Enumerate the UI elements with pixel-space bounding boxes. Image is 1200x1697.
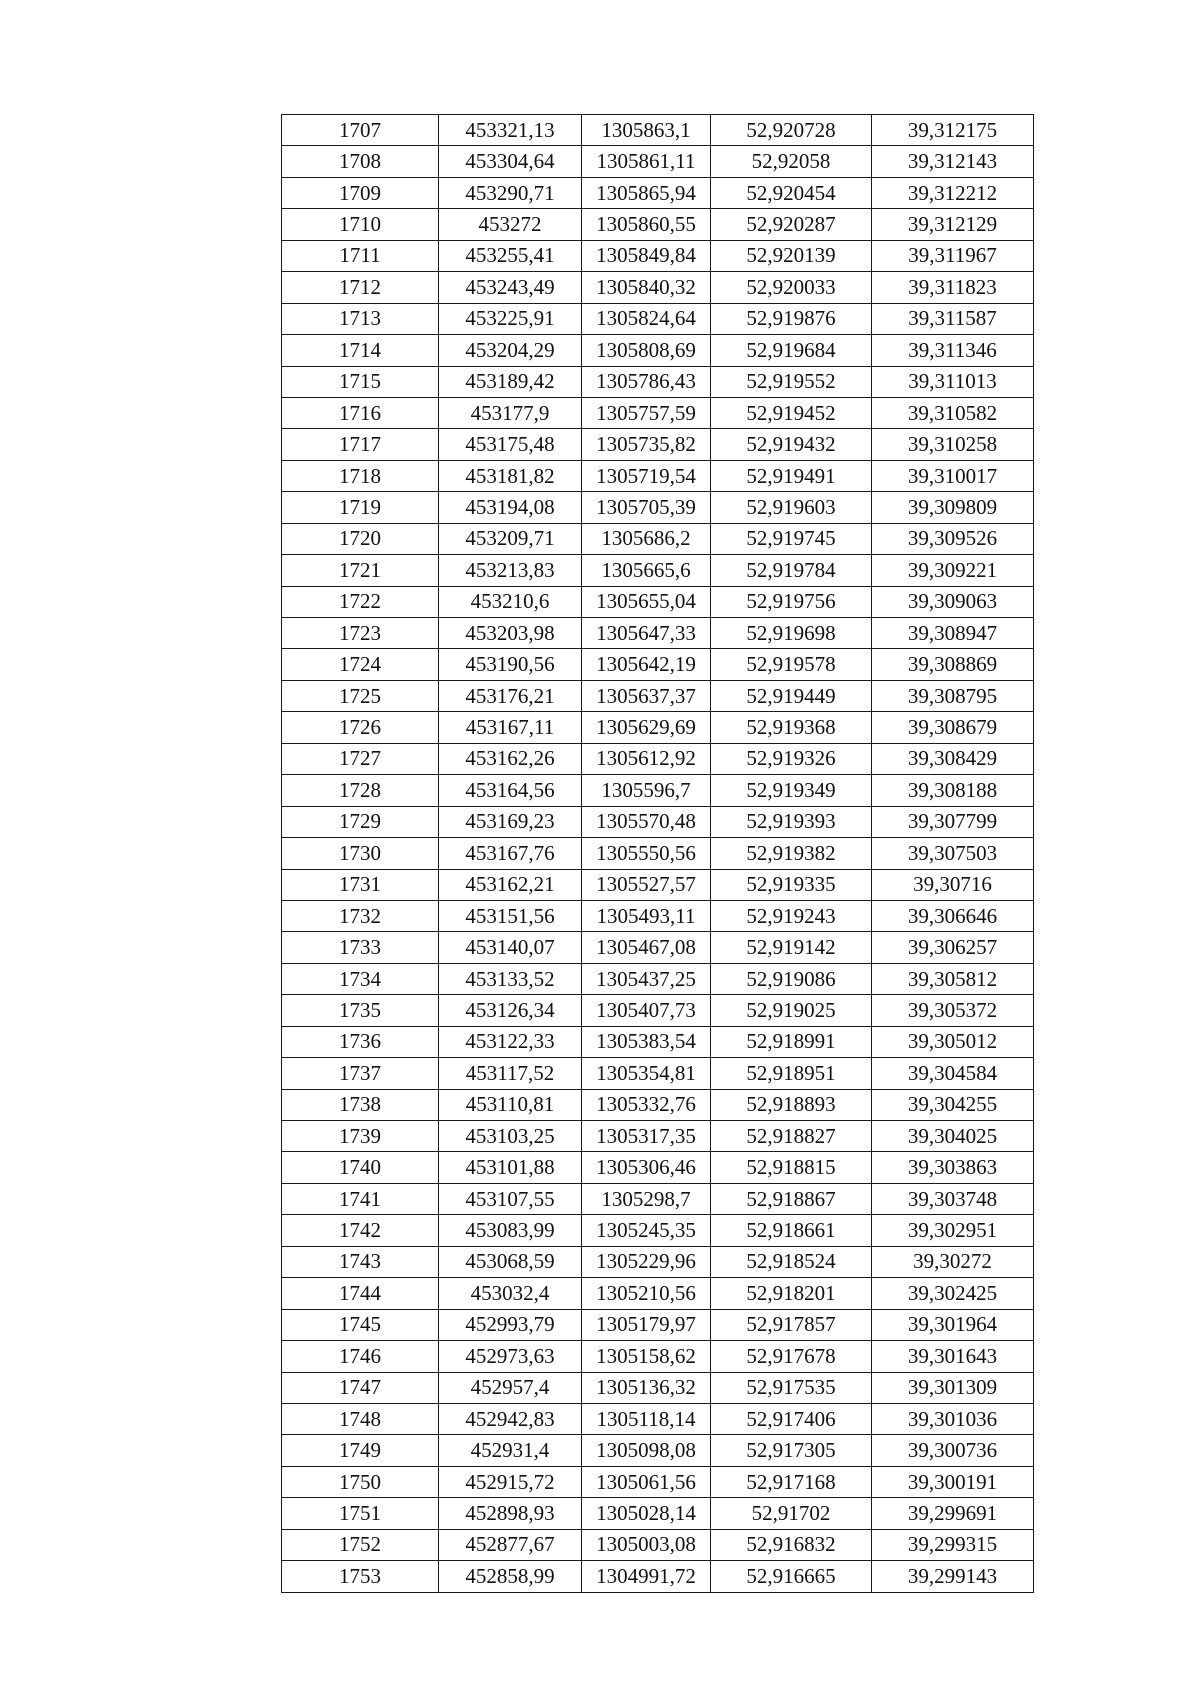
latitude-cell: 52,917857 <box>711 1309 872 1340</box>
y-coordinate-cell: 1305354,81 <box>582 1058 711 1089</box>
point-number-cell: 1711 <box>282 240 439 271</box>
latitude-cell: 52,917678 <box>711 1341 872 1372</box>
x-coordinate-cell: 453103,25 <box>439 1121 582 1152</box>
latitude-cell: 52,920728 <box>711 115 872 146</box>
latitude-cell: 52,920033 <box>711 272 872 303</box>
x-coordinate-cell: 453164,56 <box>439 775 582 806</box>
latitude-cell: 52,919784 <box>711 555 872 586</box>
point-number-cell: 1742 <box>282 1215 439 1246</box>
y-coordinate-cell: 1305808,69 <box>582 335 711 366</box>
latitude-cell: 52,918951 <box>711 1058 872 1089</box>
table-row <box>282 838 1034 869</box>
table-row <box>282 397 1034 428</box>
latitude-cell: 52,918893 <box>711 1089 872 1120</box>
table-row <box>282 1529 1034 1560</box>
x-coordinate-cell: 453175,48 <box>439 429 582 460</box>
table-row <box>282 335 1034 366</box>
longitude-cell: 39,299315 <box>872 1529 1034 1560</box>
x-coordinate-cell: 453194,08 <box>439 492 582 523</box>
y-coordinate-cell: 1305865,94 <box>582 177 711 208</box>
x-coordinate-cell: 453110,81 <box>439 1089 582 1120</box>
longitude-cell: 39,300191 <box>872 1466 1034 1497</box>
latitude-cell: 52,92058 <box>711 146 872 177</box>
longitude-cell: 39,309526 <box>872 523 1034 554</box>
table-row <box>282 1246 1034 1277</box>
table-row <box>282 1466 1034 1497</box>
longitude-cell: 39,302425 <box>872 1278 1034 1309</box>
x-coordinate-cell: 452915,72 <box>439 1466 582 1497</box>
point-number-cell: 1710 <box>282 209 439 240</box>
point-number-cell: 1745 <box>282 1309 439 1340</box>
longitude-cell: 39,311013 <box>872 366 1034 397</box>
latitude-cell: 52,919452 <box>711 397 872 428</box>
latitude-cell: 52,919745 <box>711 523 872 554</box>
latitude-cell: 52,919335 <box>711 869 872 900</box>
x-coordinate-cell: 453225,91 <box>439 303 582 334</box>
y-coordinate-cell: 1305735,82 <box>582 429 711 460</box>
x-coordinate-cell: 453290,71 <box>439 177 582 208</box>
longitude-cell: 39,311587 <box>872 303 1034 334</box>
table-row <box>282 1403 1034 1434</box>
point-number-cell: 1748 <box>282 1403 439 1434</box>
point-number-cell: 1708 <box>282 146 439 177</box>
latitude-cell: 52,917168 <box>711 1466 872 1497</box>
x-coordinate-cell: 453101,88 <box>439 1152 582 1183</box>
table-row <box>282 240 1034 271</box>
point-number-cell: 1714 <box>282 335 439 366</box>
table-row <box>282 1121 1034 1152</box>
table-row <box>282 586 1034 617</box>
point-number-cell: 1712 <box>282 272 439 303</box>
y-coordinate-cell: 1305550,56 <box>582 838 711 869</box>
latitude-cell: 52,918524 <box>711 1246 872 1277</box>
table-row <box>282 680 1034 711</box>
longitude-cell: 39,300736 <box>872 1435 1034 1466</box>
x-coordinate-cell: 452898,93 <box>439 1498 582 1529</box>
longitude-cell: 39,308679 <box>872 712 1034 743</box>
y-coordinate-cell: 1305757,59 <box>582 397 711 428</box>
longitude-cell: 39,307799 <box>872 806 1034 837</box>
table-row <box>282 1498 1034 1529</box>
x-coordinate-cell: 452858,99 <box>439 1561 582 1592</box>
latitude-cell: 52,918991 <box>711 1026 872 1057</box>
y-coordinate-cell: 1305570,48 <box>582 806 711 837</box>
longitude-cell: 39,305372 <box>872 995 1034 1026</box>
y-coordinate-cell: 1305642,19 <box>582 649 711 680</box>
point-number-cell: 1740 <box>282 1152 439 1183</box>
table-row <box>282 177 1034 208</box>
point-number-cell: 1741 <box>282 1183 439 1214</box>
table-row <box>282 1089 1034 1120</box>
y-coordinate-cell: 1305840,32 <box>582 272 711 303</box>
table-row <box>282 995 1034 1026</box>
point-number-cell: 1718 <box>282 460 439 491</box>
table-row <box>282 1058 1034 1089</box>
point-number-cell: 1753 <box>282 1561 439 1592</box>
x-coordinate-cell: 453304,64 <box>439 146 582 177</box>
table-row <box>282 272 1034 303</box>
table-row <box>282 429 1034 460</box>
latitude-cell: 52,919876 <box>711 303 872 334</box>
longitude-cell: 39,308947 <box>872 618 1034 649</box>
latitude-cell: 52,919684 <box>711 335 872 366</box>
point-number-cell: 1724 <box>282 649 439 680</box>
longitude-cell: 39,301964 <box>872 1309 1034 1340</box>
y-coordinate-cell: 1305786,43 <box>582 366 711 397</box>
point-number-cell: 1750 <box>282 1466 439 1497</box>
table-row <box>282 932 1034 963</box>
longitude-cell: 39,306257 <box>872 932 1034 963</box>
point-number-cell: 1726 <box>282 712 439 743</box>
y-coordinate-cell: 1305493,11 <box>582 900 711 931</box>
latitude-cell: 52,91702 <box>711 1498 872 1529</box>
table-row <box>282 115 1034 146</box>
point-number-cell: 1728 <box>282 775 439 806</box>
y-coordinate-cell: 1305383,54 <box>582 1026 711 1057</box>
latitude-cell: 52,919382 <box>711 838 872 869</box>
y-coordinate-cell: 1305118,14 <box>582 1403 711 1434</box>
x-coordinate-cell: 453140,07 <box>439 932 582 963</box>
longitude-cell: 39,311823 <box>872 272 1034 303</box>
longitude-cell: 39,310258 <box>872 429 1034 460</box>
latitude-cell: 52,919326 <box>711 743 872 774</box>
point-number-cell: 1719 <box>282 492 439 523</box>
y-coordinate-cell: 1305003,08 <box>582 1529 711 1560</box>
x-coordinate-cell: 453126,34 <box>439 995 582 1026</box>
point-number-cell: 1731 <box>282 869 439 900</box>
longitude-cell: 39,308429 <box>872 743 1034 774</box>
latitude-cell: 52,919552 <box>711 366 872 397</box>
longitude-cell: 39,301309 <box>872 1372 1034 1403</box>
longitude-cell: 39,312143 <box>872 146 1034 177</box>
y-coordinate-cell: 1305719,54 <box>582 460 711 491</box>
latitude-cell: 52,919756 <box>711 586 872 617</box>
table-row <box>282 1152 1034 1183</box>
longitude-cell: 39,308795 <box>872 680 1034 711</box>
x-coordinate-cell: 453213,83 <box>439 555 582 586</box>
point-number-cell: 1713 <box>282 303 439 334</box>
latitude-cell: 52,919578 <box>711 649 872 680</box>
point-number-cell: 1749 <box>282 1435 439 1466</box>
coordinates-table-body <box>282 115 1034 1593</box>
x-coordinate-cell: 453167,76 <box>439 838 582 869</box>
latitude-cell: 52,916832 <box>711 1529 872 1560</box>
table-row <box>282 1309 1034 1340</box>
x-coordinate-cell: 452931,4 <box>439 1435 582 1466</box>
longitude-cell: 39,306646 <box>872 900 1034 931</box>
x-coordinate-cell: 453122,33 <box>439 1026 582 1057</box>
coordinates-table <box>281 114 1034 1593</box>
y-coordinate-cell: 1305629,69 <box>582 712 711 743</box>
point-number-cell: 1734 <box>282 963 439 994</box>
x-coordinate-cell: 453083,99 <box>439 1215 582 1246</box>
longitude-cell: 39,311967 <box>872 240 1034 271</box>
latitude-cell: 52,920287 <box>711 209 872 240</box>
y-coordinate-cell: 1305061,56 <box>582 1466 711 1497</box>
y-coordinate-cell: 1305229,96 <box>582 1246 711 1277</box>
table-row <box>282 1435 1034 1466</box>
x-coordinate-cell: 453272 <box>439 209 582 240</box>
table-row <box>282 209 1034 240</box>
x-coordinate-cell: 453117,52 <box>439 1058 582 1089</box>
y-coordinate-cell: 1305158,62 <box>582 1341 711 1372</box>
y-coordinate-cell: 1305705,39 <box>582 492 711 523</box>
table-row <box>282 963 1034 994</box>
latitude-cell: 52,919393 <box>711 806 872 837</box>
table-row <box>282 1341 1034 1372</box>
y-coordinate-cell: 1304991,72 <box>582 1561 711 1592</box>
y-coordinate-cell: 1305317,35 <box>582 1121 711 1152</box>
table-row <box>282 900 1034 931</box>
x-coordinate-cell: 453210,6 <box>439 586 582 617</box>
latitude-cell: 52,919086 <box>711 963 872 994</box>
x-coordinate-cell: 452877,67 <box>439 1529 582 1560</box>
point-number-cell: 1716 <box>282 397 439 428</box>
x-coordinate-cell: 453204,29 <box>439 335 582 366</box>
point-number-cell: 1722 <box>282 586 439 617</box>
y-coordinate-cell: 1305467,08 <box>582 932 711 963</box>
point-number-cell: 1709 <box>282 177 439 208</box>
table-row <box>282 1183 1034 1214</box>
latitude-cell: 52,916665 <box>711 1561 872 1592</box>
latitude-cell: 52,919432 <box>711 429 872 460</box>
x-coordinate-cell: 453203,98 <box>439 618 582 649</box>
longitude-cell: 39,310017 <box>872 460 1034 491</box>
y-coordinate-cell: 1305863,1 <box>582 115 711 146</box>
y-coordinate-cell: 1305407,73 <box>582 995 711 1026</box>
y-coordinate-cell: 1305647,33 <box>582 618 711 649</box>
longitude-cell: 39,299691 <box>872 1498 1034 1529</box>
point-number-cell: 1738 <box>282 1089 439 1120</box>
x-coordinate-cell: 453032,4 <box>439 1278 582 1309</box>
latitude-cell: 52,919349 <box>711 775 872 806</box>
point-number-cell: 1735 <box>282 995 439 1026</box>
x-coordinate-cell: 453169,23 <box>439 806 582 837</box>
longitude-cell: 39,308188 <box>872 775 1034 806</box>
y-coordinate-cell: 1305849,84 <box>582 240 711 271</box>
point-number-cell: 1747 <box>282 1372 439 1403</box>
point-number-cell: 1751 <box>282 1498 439 1529</box>
x-coordinate-cell: 452993,79 <box>439 1309 582 1340</box>
x-coordinate-cell: 453167,11 <box>439 712 582 743</box>
y-coordinate-cell: 1305179,97 <box>582 1309 711 1340</box>
point-number-cell: 1717 <box>282 429 439 460</box>
longitude-cell: 39,301643 <box>872 1341 1034 1372</box>
table-row <box>282 555 1034 586</box>
point-number-cell: 1729 <box>282 806 439 837</box>
point-number-cell: 1725 <box>282 680 439 711</box>
table-row <box>282 523 1034 554</box>
point-number-cell: 1736 <box>282 1026 439 1057</box>
x-coordinate-cell: 453189,42 <box>439 366 582 397</box>
y-coordinate-cell: 1305612,92 <box>582 743 711 774</box>
latitude-cell: 52,919142 <box>711 932 872 963</box>
latitude-cell: 52,919025 <box>711 995 872 1026</box>
latitude-cell: 52,920454 <box>711 177 872 208</box>
latitude-cell: 52,919491 <box>711 460 872 491</box>
point-number-cell: 1715 <box>282 366 439 397</box>
longitude-cell: 39,301036 <box>872 1403 1034 1434</box>
y-coordinate-cell: 1305637,37 <box>582 680 711 711</box>
longitude-cell: 39,304255 <box>872 1089 1034 1120</box>
table-row <box>282 712 1034 743</box>
table-row <box>282 775 1034 806</box>
y-coordinate-cell: 1305527,57 <box>582 869 711 900</box>
y-coordinate-cell: 1305332,76 <box>582 1089 711 1120</box>
latitude-cell: 52,919449 <box>711 680 872 711</box>
y-coordinate-cell: 1305861,11 <box>582 146 711 177</box>
x-coordinate-cell: 452973,63 <box>439 1341 582 1372</box>
table-row <box>282 1372 1034 1403</box>
x-coordinate-cell: 453181,82 <box>439 460 582 491</box>
point-number-cell: 1732 <box>282 900 439 931</box>
y-coordinate-cell: 1305686,2 <box>582 523 711 554</box>
x-coordinate-cell: 453321,13 <box>439 115 582 146</box>
x-coordinate-cell: 453068,59 <box>439 1246 582 1277</box>
point-number-cell: 1723 <box>282 618 439 649</box>
latitude-cell: 52,919603 <box>711 492 872 523</box>
longitude-cell: 39,303863 <box>872 1152 1034 1183</box>
x-coordinate-cell: 452942,83 <box>439 1403 582 1434</box>
point-number-cell: 1743 <box>282 1246 439 1277</box>
y-coordinate-cell: 1305245,35 <box>582 1215 711 1246</box>
y-coordinate-cell: 1305655,04 <box>582 586 711 617</box>
point-number-cell: 1720 <box>282 523 439 554</box>
longitude-cell: 39,312129 <box>872 209 1034 240</box>
x-coordinate-cell: 453209,71 <box>439 523 582 554</box>
longitude-cell: 39,308869 <box>872 649 1034 680</box>
point-number-cell: 1733 <box>282 932 439 963</box>
y-coordinate-cell: 1305596,7 <box>582 775 711 806</box>
latitude-cell: 52,918827 <box>711 1121 872 1152</box>
longitude-cell: 39,305812 <box>872 963 1034 994</box>
table-row <box>282 1026 1034 1057</box>
table-row <box>282 366 1034 397</box>
point-number-cell: 1737 <box>282 1058 439 1089</box>
y-coordinate-cell: 1305665,6 <box>582 555 711 586</box>
x-coordinate-cell: 453133,52 <box>439 963 582 994</box>
longitude-cell: 39,309221 <box>872 555 1034 586</box>
longitude-cell: 39,310582 <box>872 397 1034 428</box>
latitude-cell: 52,917406 <box>711 1403 872 1434</box>
point-number-cell: 1744 <box>282 1278 439 1309</box>
longitude-cell: 39,305012 <box>872 1026 1034 1057</box>
longitude-cell: 39,304025 <box>872 1121 1034 1152</box>
x-coordinate-cell: 453162,26 <box>439 743 582 774</box>
longitude-cell: 39,303748 <box>872 1183 1034 1214</box>
table-row <box>282 492 1034 523</box>
x-coordinate-cell: 453176,21 <box>439 680 582 711</box>
y-coordinate-cell: 1305306,46 <box>582 1152 711 1183</box>
longitude-cell: 39,312175 <box>872 115 1034 146</box>
latitude-cell: 52,920139 <box>711 240 872 271</box>
x-coordinate-cell: 453107,55 <box>439 1183 582 1214</box>
x-coordinate-cell: 453162,21 <box>439 869 582 900</box>
latitude-cell: 52,918661 <box>711 1215 872 1246</box>
point-number-cell: 1707 <box>282 115 439 146</box>
point-number-cell: 1721 <box>282 555 439 586</box>
table-row <box>282 146 1034 177</box>
y-coordinate-cell: 1305136,32 <box>582 1372 711 1403</box>
y-coordinate-cell: 1305028,14 <box>582 1498 711 1529</box>
y-coordinate-cell: 1305098,08 <box>582 1435 711 1466</box>
x-coordinate-cell: 453190,56 <box>439 649 582 680</box>
table-row <box>282 869 1034 900</box>
point-number-cell: 1727 <box>282 743 439 774</box>
table-row <box>282 618 1034 649</box>
latitude-cell: 52,917535 <box>711 1372 872 1403</box>
x-coordinate-cell: 453255,41 <box>439 240 582 271</box>
longitude-cell: 39,304584 <box>872 1058 1034 1089</box>
latitude-cell: 52,918815 <box>711 1152 872 1183</box>
longitude-cell: 39,30272 <box>872 1246 1034 1277</box>
point-number-cell: 1752 <box>282 1529 439 1560</box>
table-row <box>282 1215 1034 1246</box>
point-number-cell: 1746 <box>282 1341 439 1372</box>
latitude-cell: 52,919698 <box>711 618 872 649</box>
latitude-cell: 52,918201 <box>711 1278 872 1309</box>
y-coordinate-cell: 1305824,64 <box>582 303 711 334</box>
y-coordinate-cell: 1305210,56 <box>582 1278 711 1309</box>
longitude-cell: 39,299143 <box>872 1561 1034 1592</box>
longitude-cell: 39,309809 <box>872 492 1034 523</box>
longitude-cell: 39,309063 <box>872 586 1034 617</box>
latitude-cell: 52,919243 <box>711 900 872 931</box>
y-coordinate-cell: 1305437,25 <box>582 963 711 994</box>
point-number-cell: 1730 <box>282 838 439 869</box>
longitude-cell: 39,312212 <box>872 177 1034 208</box>
longitude-cell: 39,311346 <box>872 335 1034 366</box>
table-row <box>282 303 1034 334</box>
longitude-cell: 39,30716 <box>872 869 1034 900</box>
table-row <box>282 460 1034 491</box>
point-number-cell: 1739 <box>282 1121 439 1152</box>
table-row <box>282 1278 1034 1309</box>
table-row <box>282 1561 1034 1592</box>
latitude-cell: 52,918867 <box>711 1183 872 1214</box>
latitude-cell: 52,917305 <box>711 1435 872 1466</box>
y-coordinate-cell: 1305860,55 <box>582 209 711 240</box>
longitude-cell: 39,302951 <box>872 1215 1034 1246</box>
y-coordinate-cell: 1305298,7 <box>582 1183 711 1214</box>
latitude-cell: 52,919368 <box>711 712 872 743</box>
x-coordinate-cell: 452957,4 <box>439 1372 582 1403</box>
longitude-cell: 39,307503 <box>872 838 1034 869</box>
x-coordinate-cell: 453151,56 <box>439 900 582 931</box>
table-row <box>282 649 1034 680</box>
table-row <box>282 806 1034 837</box>
table-row <box>282 743 1034 774</box>
x-coordinate-cell: 453177,9 <box>439 397 582 428</box>
x-coordinate-cell: 453243,49 <box>439 272 582 303</box>
